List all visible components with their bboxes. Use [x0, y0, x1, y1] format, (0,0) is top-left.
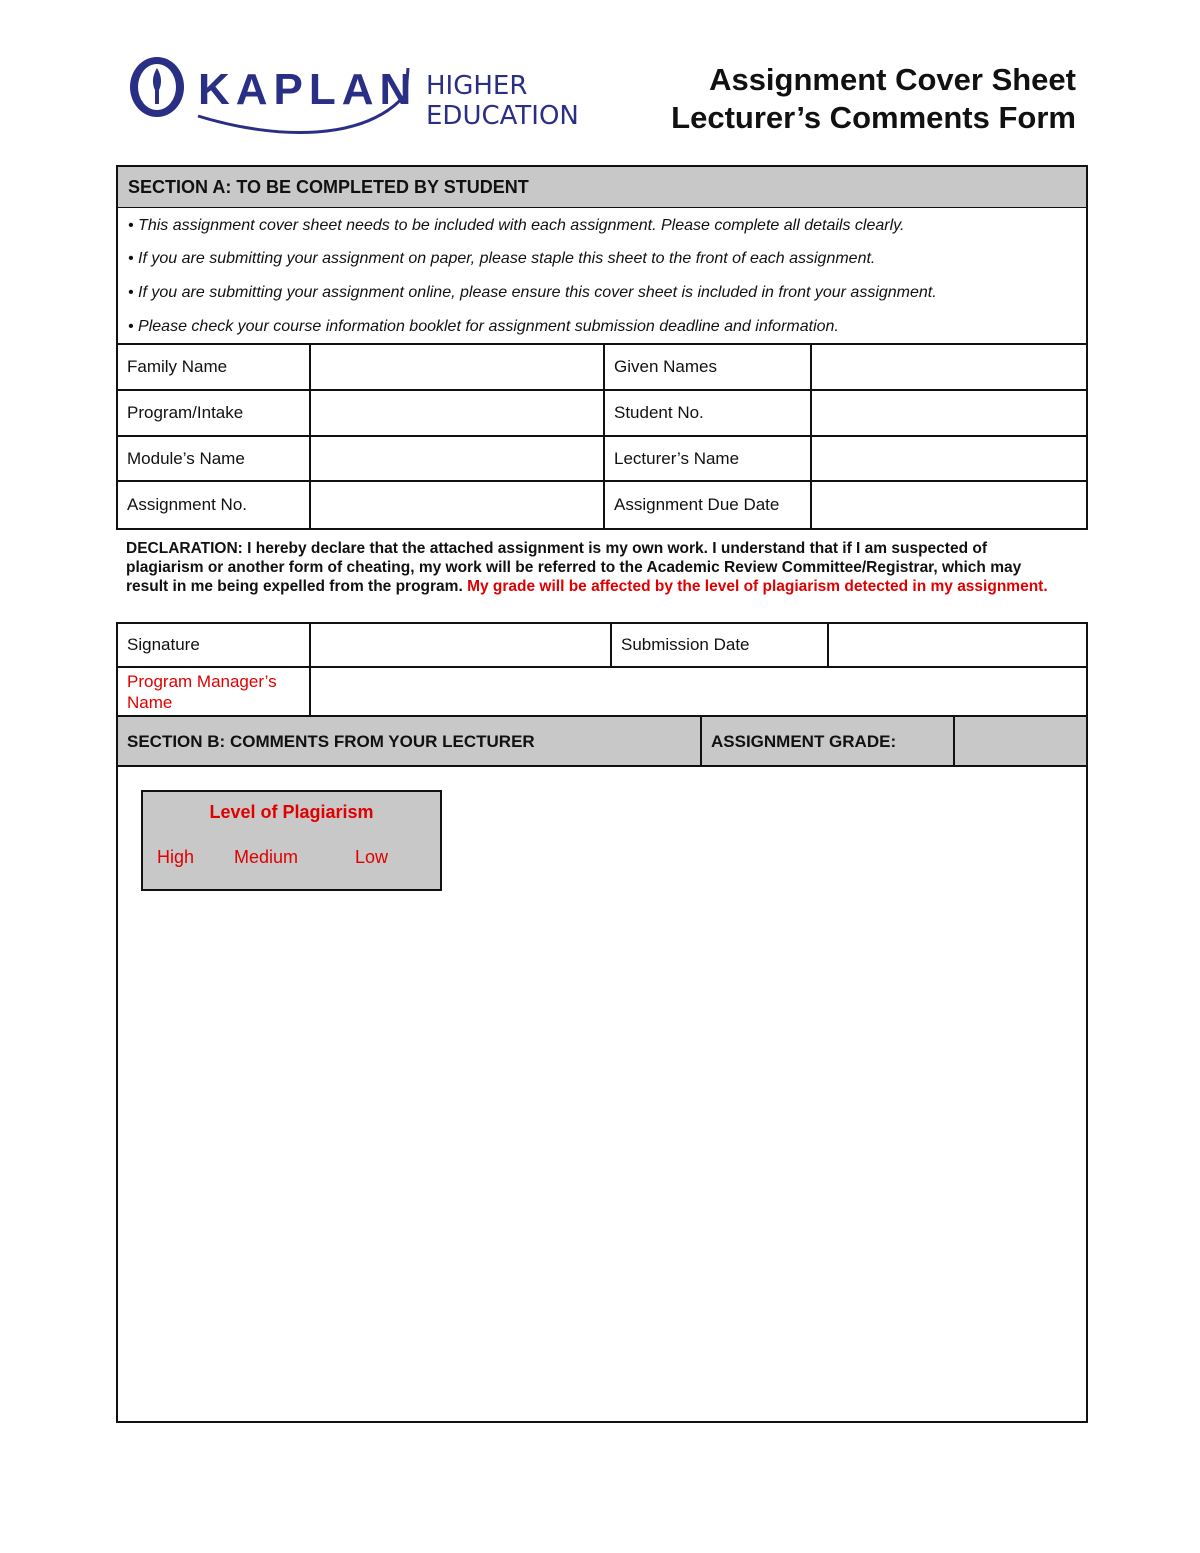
module-name-label: Module’s Name: [127, 448, 245, 468]
plagiarism-option-medium[interactable]: Medium: [234, 847, 299, 867]
logo-brand-text: KAPLAN: [198, 65, 418, 114]
instruction-bullet: • Please check your course information booklet for assignment submission deadline and information.: [128, 318, 839, 335]
given-names-label: Given Names: [614, 357, 717, 376]
section-a-heading: SECTION A: TO BE COMPLETED BY STUDENT: [118, 167, 1086, 208]
program-manager-field[interactable]: [311, 668, 1086, 715]
student-no-label: Student No.: [614, 403, 704, 422]
family-name-field[interactable]: [311, 345, 603, 389]
plagiarism-option-low[interactable]: Low: [355, 847, 389, 867]
section-a-table: [116, 165, 1088, 530]
assignment-grade-field[interactable]: [955, 717, 1086, 767]
lecturer-name-field[interactable]: [812, 437, 1086, 480]
given-names-field[interactable]: [812, 345, 1086, 389]
declaration-label: DECLARATION:: [126, 540, 243, 557]
instruction-bullet: • If you are submitting your assignment on paper, please staple this sheet to the front of each assignment.: [128, 250, 876, 267]
lecturer-name-label: Lecturer’s Name: [614, 448, 740, 468]
instruction-bullet: • This assignment cover sheet needs to be included with each assignment. Please complete all details clearly.: [128, 217, 905, 234]
signature-field[interactable]: [311, 624, 610, 666]
assignment-no-label: Assignment No.: [127, 495, 247, 514]
declaration-body: I hereby declare that the attached assignment is my own work. I understand that if I am suspected of plagiarism or another form of cheating, my work will be referred to the Academic Review Committee/Registrar, which may result in me being expelled from the program.: [126, 540, 1022, 595]
signature-table: [116, 622, 1088, 767]
due-date-label: Assignment Due Date: [614, 495, 780, 514]
logo-line1-text: HIGHER: [426, 71, 528, 101]
submission-date-field[interactable]: [829, 624, 1086, 666]
plagiarism-title: Level of Plagiarism: [209, 802, 374, 822]
program-intake-label: Program/Intake: [127, 403, 244, 422]
student-no-field[interactable]: [812, 391, 1086, 435]
section-b-header: [118, 715, 1086, 767]
plagiarism-option-high[interactable]: High: [157, 847, 195, 867]
family-name-label: Family Name: [127, 357, 228, 376]
kaplan-logo: [126, 54, 596, 144]
assignment-no-field[interactable]: [311, 482, 603, 528]
page-title: Assignment Cover Sheet: [709, 62, 1076, 97]
module-name-field[interactable]: [311, 437, 603, 480]
declaration-warning: My grade will be affected by the level of plagiarism detected in my assignment.: [467, 578, 1048, 595]
section-b-heading: SECTION B: COMMENTS FROM YOUR LECTURER: [127, 732, 535, 751]
signature-label: Signature: [127, 635, 200, 654]
program-intake-field[interactable]: [311, 391, 603, 435]
plagiarism-level-box: [141, 790, 442, 891]
submission-date-label: Submission Date: [621, 635, 750, 654]
declaration-text: [126, 539, 1066, 596]
assignment-grade-label: ASSIGNMENT GRADE:: [711, 732, 897, 751]
logo-line2-text: EDUCATION: [426, 101, 579, 131]
page-subtitle: Lecturer’s Comments Form: [671, 100, 1076, 135]
instruction-bullet: • If you are submitting your assignment online, please ensure this cover sheet is included in front your assignment.: [128, 284, 937, 301]
due-date-field[interactable]: [812, 482, 1086, 528]
program-manager-label: Program Manager’s Name: [127, 671, 277, 712]
